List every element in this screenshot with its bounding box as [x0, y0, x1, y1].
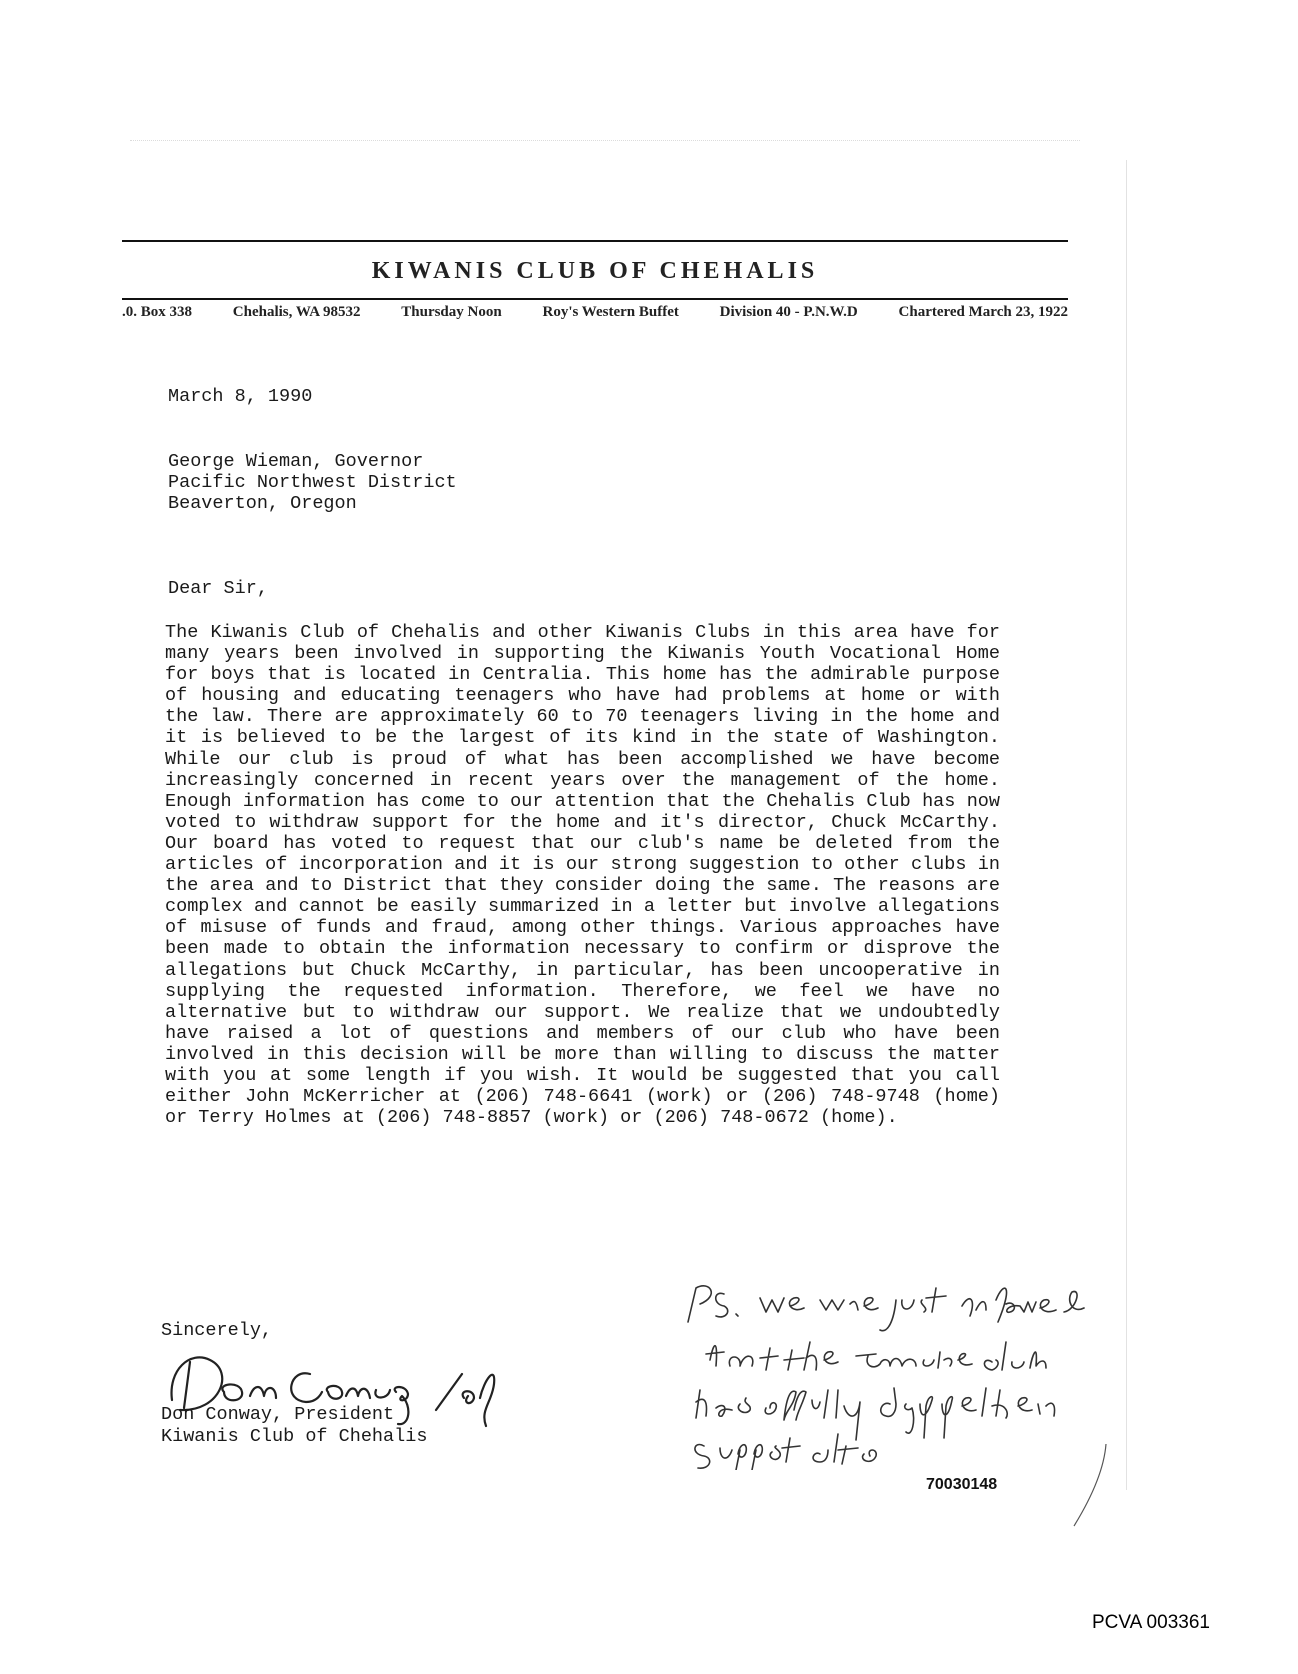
letterhead-po-box: .0. Box 338: [122, 304, 193, 320]
scan-edge-line: [1126, 160, 1127, 1490]
letterhead-charter-date: Chartered March 23, 1922: [898, 304, 1068, 320]
scan-artifact: [130, 140, 1080, 142]
recipient-name: George Wieman, Governor: [168, 451, 424, 472]
recipient-district: Pacific Northwest District: [168, 472, 457, 493]
margin-pen-mark: [1060, 1440, 1120, 1530]
recipient-address: [168, 451, 457, 514]
document-stamp-number: 70030148: [926, 1476, 998, 1493]
signer-organization: Kiwanis Club of Chehalis: [161, 1426, 428, 1447]
signer-name: Don Conway, President: [161, 1404, 395, 1425]
recipient-location: Beaverton, Oregon: [168, 493, 357, 514]
letterhead-club-name: KIWANIS CLUB OF CHEHALIS: [371, 258, 819, 284]
letterhead-meeting-place: Roy's Western Buffet: [542, 304, 679, 320]
letterhead-division: Division 40 - P.N.W.D: [719, 304, 858, 320]
letterhead-meeting-day: Thursday Noon: [401, 304, 502, 320]
letterhead-details: [122, 304, 1068, 321]
letterhead-rule-bottom: [122, 298, 1068, 300]
letterhead-city: Chehalis, WA 98532: [232, 304, 361, 320]
letterhead-rule-top: [122, 240, 1068, 242]
letter-body: The Kiwanis Club of Chehalis and other Kiwanis Clubs in this area have for many years been involved in supporting the Kiwanis Youth Vocational Home for boys that is located in Centralia. This home has the admirable purpose of housing and educating teenagers who have had problems at home or with the law. There are approximately 60 to 70 teenagers living in the home and it is believed to be the largest of its kind in the state of Washington. While our club is proud of what has been accomplished we have become increasingly concerned in recent years over the management of the home. Enough information has come to our attention that the Chehalis Club has now voted to withdraw support for the home and it's director, Chuck McCarthy. Our board has voted to request that our club's name be deleted from the articles of incorporation and it is our strong suggestion to other clubs in the area and to District that they consider doing the same. The reasons are complex and cannot be easily summarized in a letter but involve allegations of misuse of funds and fraud, among other things. Various approaches have been made to obtain the information necessary to confirm or disprove the allegations but Chuck McCarthy, in particular, has been uncooperative in supplying the requested information. Therefore, we feel we have no alternative but to withdraw our support. We realize that we undoubtedly have raised a lot of questions and members of our club who have been involved in this decision will be more than willing to discuss the matter with you at some length if you wish. It would be suggested that you call either John McKerricher at (206) 748-6641 (work) or (206) 748-9748 (home) or Terry Holmes at (206) 748-8857 (work) or (206) 748-0672 (home).: [165, 622, 1000, 1129]
salutation: Dear Sir,: [168, 578, 268, 599]
letter-date: March 8, 1990: [168, 386, 313, 407]
handwritten-postscript: [680, 1270, 1120, 1470]
handwritten-signature: [150, 1340, 510, 1440]
bates-number: PCVA 003361: [1092, 1612, 1210, 1633]
closing: Sincerely,: [161, 1320, 273, 1341]
